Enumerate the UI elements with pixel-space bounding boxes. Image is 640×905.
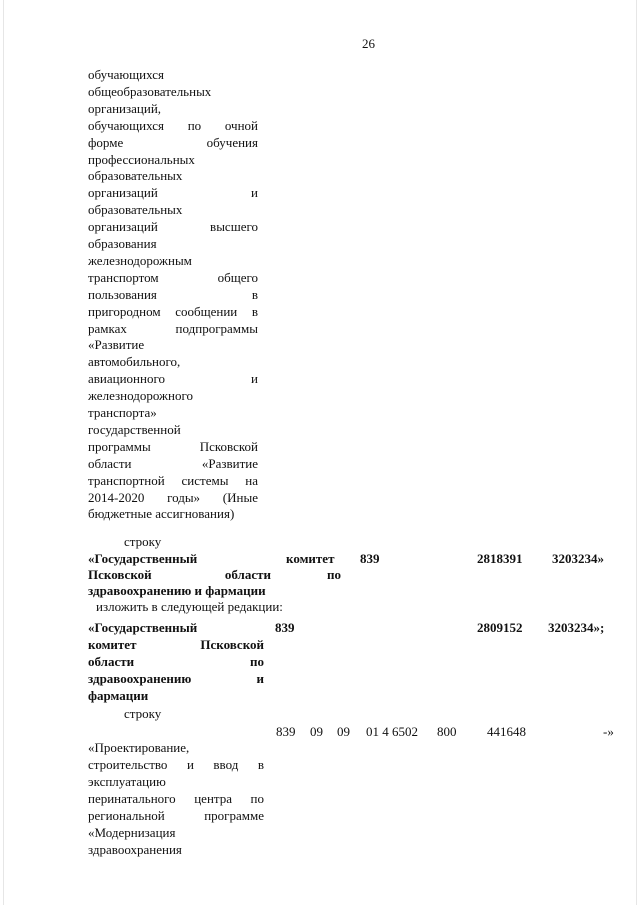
row3-name-line-7: здравоохранения: [88, 842, 182, 857]
row1-prefix: строку: [124, 534, 162, 549]
row1-value-1: 2818391: [477, 551, 523, 566]
row1-name-tail-2: по: [327, 567, 341, 582]
row2-name-line-4: здравоохранению и: [88, 671, 264, 686]
instruction-text: изложить в следующей редакции:: [96, 599, 283, 614]
paragraph-line: 2014-2020 годы» (Иные: [88, 489, 258, 505]
row3-target-article: 01 4 6502: [366, 724, 418, 739]
row3-expense-type: 800: [437, 724, 457, 739]
row3-name-line-3: эксплуатацию: [88, 774, 166, 789]
row3-name-line-2: строительство и ввод в: [88, 757, 264, 772]
paragraph-line: организаций и: [88, 185, 258, 201]
paragraph-line: транспорта»: [88, 405, 157, 420]
paragraph-line: образовательных: [88, 202, 183, 218]
row3-name-line-4: перинатального центра по: [88, 791, 264, 806]
row3-subsection: 09: [337, 724, 350, 739]
row1-code: 839: [360, 551, 380, 566]
row3-prefix: строку: [124, 706, 162, 721]
row1-name-line-1: «Государственный: [88, 551, 198, 566]
paragraph-line: автомобильного,: [88, 354, 181, 370]
row1-name-line-2: Псковской области: [88, 567, 271, 582]
paragraph-line: области «Развитие: [88, 455, 258, 471]
paragraph-line: программы Псковской: [88, 438, 258, 454]
paragraph-line: образовательных: [88, 168, 183, 184]
row3-value-1: 441648: [487, 724, 526, 739]
paragraph-line: обучающихся по очной: [88, 117, 258, 133]
paragraph-line: авиационного и: [88, 371, 258, 387]
row3-name-line-6: «Модернизация: [88, 825, 176, 840]
row1-name-line-3: здравоохранению и фармации: [88, 583, 266, 598]
row2-name-line-1: «Государственный: [88, 620, 198, 635]
paragraph-line: рамках подпрограммы: [88, 320, 258, 336]
row2-value-2: 3203234»;: [548, 620, 605, 635]
paragraph-line: организаций высшего: [88, 219, 258, 235]
paragraph-line: организаций,: [88, 100, 162, 116]
scan-edge-left: [3, 0, 4, 905]
paragraph-line: образования: [88, 236, 157, 251]
row2-value-1: 2809152: [477, 620, 523, 635]
paragraph-line: общеобразовательных: [88, 83, 212, 99]
row3-name-line-5: региональной программе: [88, 808, 264, 823]
paragraph-line: форме обучения: [88, 134, 258, 150]
row1-value-2: 3203234»: [552, 551, 604, 566]
paragraph-line: профессиональных: [88, 151, 195, 167]
row3-code: 839: [276, 724, 296, 739]
row3-value-2: -»: [603, 724, 614, 739]
row2-name-line-5: фармации: [88, 688, 149, 703]
paragraph-line: бюджетные ассигнования): [88, 506, 235, 522]
paragraph-line: пользования в: [88, 286, 258, 302]
paragraph-line: «Развитие: [88, 337, 145, 353]
paragraph-line: пригородном сообщении в: [88, 303, 258, 319]
paragraph-line: государственной: [88, 421, 181, 437]
row2-name-line-3: области по: [88, 654, 264, 669]
paragraph-line: транспортом общего: [88, 269, 258, 285]
paragraph-line: транспортной системы на: [88, 472, 258, 488]
paragraph-line: железнодорожного: [88, 388, 193, 404]
paragraph-line: обучающихся: [88, 67, 164, 82]
row2-code: 839: [275, 620, 295, 635]
page-number: 26: [362, 36, 375, 51]
row3-name-line-1: «Проектирование,: [88, 740, 190, 755]
row1-name-tail-1: комитет: [286, 551, 335, 566]
paragraph-line: железнодорожным: [88, 252, 192, 268]
row2-name-line-2: комитет Псковской: [88, 637, 264, 652]
row3-section: 09: [310, 724, 323, 739]
scan-edge-right: [636, 0, 637, 905]
